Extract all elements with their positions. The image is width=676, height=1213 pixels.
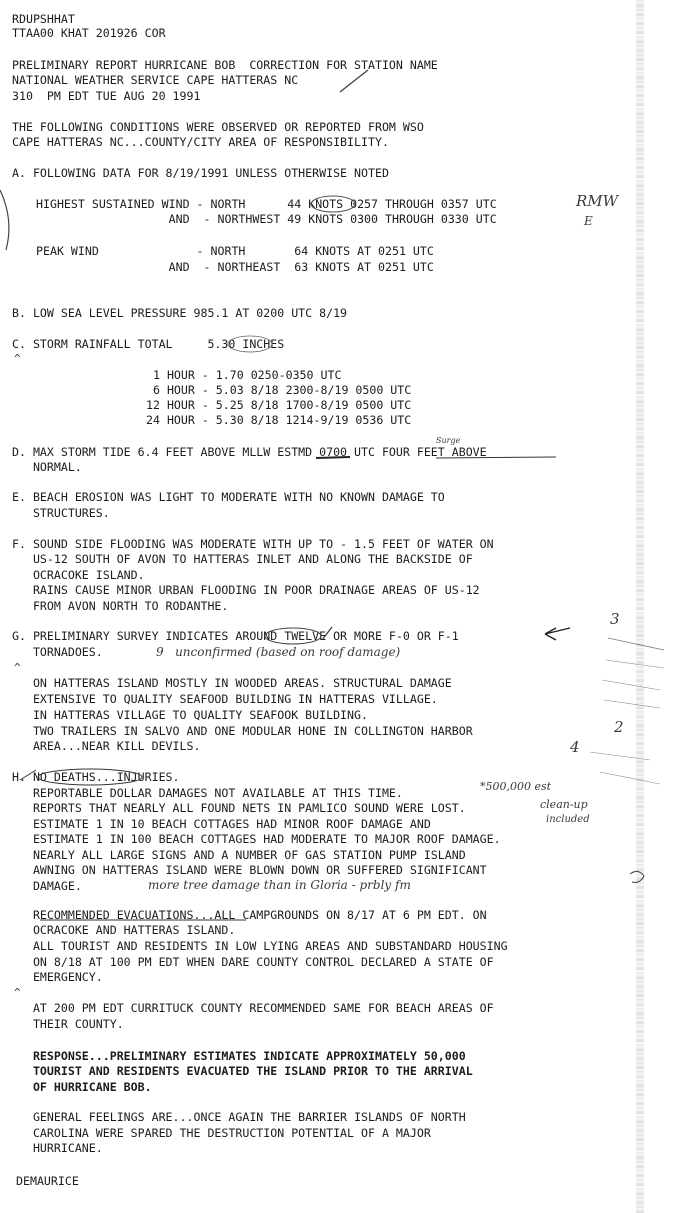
sustained-wind-line-1: HIGHEST SUSTAINED WIND - NORTH 44 KNOTS 0257 THROUGH 0357 UTC	[36, 197, 497, 211]
section-a-heading: A. FOLLOWING DATA FOR 8/19/1991 UNLESS OTHERWISE NOTED	[12, 166, 389, 180]
intro-line-1: THE FOLLOWING CONDITIONS WERE OBSERVED OR REPORTED FROM WSO	[12, 120, 424, 134]
message-id: TTAA00 KHAT 201926 COR	[12, 26, 166, 40]
section-f-line-5: FROM AVON NORTH TO RODANTHE.	[12, 599, 229, 613]
handwritten-included: included	[546, 814, 590, 825]
handwritten-tornado-note: 9 unconfirmed (based on roof damage)	[156, 645, 401, 659]
rainfall-24-hour: 24 HOUR - 5.30 8/18 1214-9/19 0536 UTC	[146, 413, 412, 427]
handwritten-cleanup: clean-up	[540, 798, 588, 811]
section-h-line-7: AWNING ON HATTERAS ISLAND WERE BLOWN DOWN OR SUFFERED SIGNIFICANT	[12, 863, 487, 877]
section-e-line-2: STRUCTURES.	[12, 506, 110, 520]
rainfall-12-hour: 12 HOUR - 5.25 8/18 1700-8/19 0500 UTC	[146, 398, 412, 412]
routing-code: RDUPSHHAT	[12, 12, 75, 26]
feelings-line-2: CAROLINA WERE SPARED THE DESTRUCTION POTENTIAL OF A MAJOR	[12, 1126, 431, 1140]
evac-line-4: ON 8/18 AT 100 PM EDT WHEN DARE COUNTY CONTROL DECLARED A STATE OF	[12, 955, 494, 969]
caret-mark: ^	[14, 352, 21, 365]
evac-line-3: ALL TOURIST AND RESIDENTS IN LOW LYING AREAS AND SUBSTANDARD HOUSING	[12, 939, 508, 953]
handwritten-e: E	[584, 214, 593, 228]
caret-mark-g: ^	[14, 661, 21, 674]
section-g-line-1: G. PRELIMINARY SURVEY INDICATES AROUND TWELVE OR MORE F-0 OR F-1	[12, 629, 459, 643]
handwritten-rmw: RMW	[576, 192, 619, 210]
section-e-line-1: E. BEACH EROSION WAS LIGHT TO MODERATE WITH NO KNOWN DAMAGE TO	[12, 490, 445, 504]
peak-wind-line-1: PEAK WIND - NORTH 64 KNOTS AT 0251 UTC	[36, 244, 434, 258]
signature: DEMAURICE	[16, 1174, 79, 1188]
evac-line-7: THEIR COUNTY.	[12, 1017, 124, 1031]
handwritten-margin-2: 2	[614, 718, 624, 736]
section-h-line-3: REPORTS THAT NEARLY ALL FOUND NETS IN PAMLICO SOUND WERE LOST.	[12, 801, 466, 815]
sustained-wind-line-2: AND - NORTHWEST 49 KNOTS 0300 THROUGH 0330 UTC	[36, 212, 497, 226]
evac-line-1: RECOMMENDED EVACUATIONS...ALL CAMPGROUNDS ON 8/17 AT 6 PM EDT. ON	[12, 908, 487, 922]
section-f-line-4: RAINS CAUSE MINOR URBAN FLOODING IN POOR DRAINAGE AREAS OF US-12	[12, 583, 480, 597]
handwritten-margin-4: 4	[570, 738, 580, 756]
section-h-line-6: NEARLY ALL LARGE SIGNS AND A NUMBER OF GAS STATION PUMP ISLAND	[12, 848, 466, 862]
section-g-line-6: TWO TRAILERS IN SALVO AND ONE MODULAR HONE IN COLLINGTON HARBOR	[12, 724, 473, 738]
report-title: PRELIMINARY REPORT HURRICANE BOB CORRECTION FOR STATION NAME	[12, 58, 438, 72]
evac-line-6: AT 200 PM EDT CURRITUCK COUNTY RECOMMENDED SAME FOR BEACH AREAS OF	[12, 1001, 494, 1015]
scan-edge-strip	[636, 0, 644, 1213]
section-g-line-7: AREA...NEAR KILL DEVILS.	[12, 739, 201, 753]
section-h-line-5: ESTIMATE 1 IN 100 BEACH COTTAGES HAD MODERATE TO MAJOR ROOF DAMAGE.	[12, 832, 501, 846]
section-f-line-1: F. SOUND SIDE FLOODING WAS MODERATE WITH UP TO - 1.5 FEET OF WATER ON	[12, 537, 494, 551]
section-d-line-1: D. MAX STORM TIDE 6.4 FEET ABOVE MLLW ESTMD 0700 UTC FOUR FEET ABOVE	[12, 445, 487, 459]
handwritten-gloria-note: more tree damage than in Gloria - prbly fm	[148, 878, 411, 892]
rainfall-1-hour: 1 HOUR - 1.70 0250-0350 UTC	[146, 368, 342, 382]
section-h-line-1: H. NO DEATHS...INJURIES.	[12, 770, 180, 784]
section-g-line-2: TORNADOES.	[12, 645, 103, 659]
section-c-heading: C. STORM RAINFALL TOTAL 5.30 INCHES	[12, 337, 285, 351]
rainfall-6-hour: 6 HOUR - 5.03 8/18 2300-8/19 0500 UTC	[146, 383, 412, 397]
response-line-1: RESPONSE...PRELIMINARY ESTIMATES INDICATE APPROXIMATELY 50,000	[12, 1049, 466, 1063]
section-h-line-2: REPORTABLE DOLLAR DAMAGES NOT AVAILABLE AT THIS TIME.	[12, 786, 403, 800]
handwritten-surge: Surge	[436, 436, 461, 445]
section-g-line-4: EXTENSIVE TO QUALITY SEAFOOD BUILDING IN HATTERAS VILLAGE.	[12, 692, 438, 706]
issuing-office: NATIONAL WEATHER SERVICE CAPE HATTERAS NC	[12, 73, 299, 87]
section-d-line-2: NORMAL.	[12, 460, 82, 474]
handwritten-damage-estimate: *500,000 est	[480, 780, 552, 793]
evac-line-2: OCRACOKE AND HATTERAS ISLAND.	[12, 923, 236, 937]
intro-line-2: CAPE HATTERAS NC...COUNTY/CITY AREA OF RESPONSIBILITY.	[12, 135, 389, 149]
feelings-line-3: HURRICANE.	[12, 1141, 103, 1155]
section-g-line-3: ON HATTERAS ISLAND MOSTLY IN WOODED AREAS. STRUCTURAL DAMAGE	[12, 676, 452, 690]
handwritten-margin-3: 3	[610, 610, 620, 628]
response-line-3: OF HURRICANE BOB.	[12, 1080, 152, 1094]
feelings-line-1: GENERAL FEELINGS ARE...ONCE AGAIN THE BARRIER ISLANDS OF NORTH	[12, 1110, 466, 1124]
issue-time: 310 PM EDT TUE AUG 20 1991	[12, 89, 201, 103]
section-f-line-2: US-12 SOUTH OF AVON TO HATTERAS INLET AND ALONG THE BACKSIDE OF	[12, 552, 473, 566]
response-line-2: TOURIST AND RESIDENTS EVACUATED THE ISLAND PRIOR TO THE ARRIVAL	[12, 1064, 473, 1078]
section-h-line-4: ESTIMATE 1 IN 10 BEACH COTTAGES HAD MINOR ROOF DAMAGE AND	[12, 817, 431, 831]
section-h-line-8: DAMAGE.	[12, 879, 82, 893]
section-b-pressure: B. LOW SEA LEVEL PRESSURE 985.1 AT 0200 UTC 8/19	[12, 306, 348, 320]
peak-wind-line-2: AND - NORTHEAST 63 KNOTS AT 0251 UTC	[36, 260, 434, 274]
section-g-line-5: IN HATTERAS VILLAGE TO QUALITY SEAFOOK BUILDING.	[12, 708, 368, 722]
section-f-line-3: OCRACOKE ISLAND.	[12, 568, 145, 582]
evac-line-5: EMERGENCY.	[12, 970, 103, 984]
caret-mark-evac: ^	[14, 986, 21, 999]
